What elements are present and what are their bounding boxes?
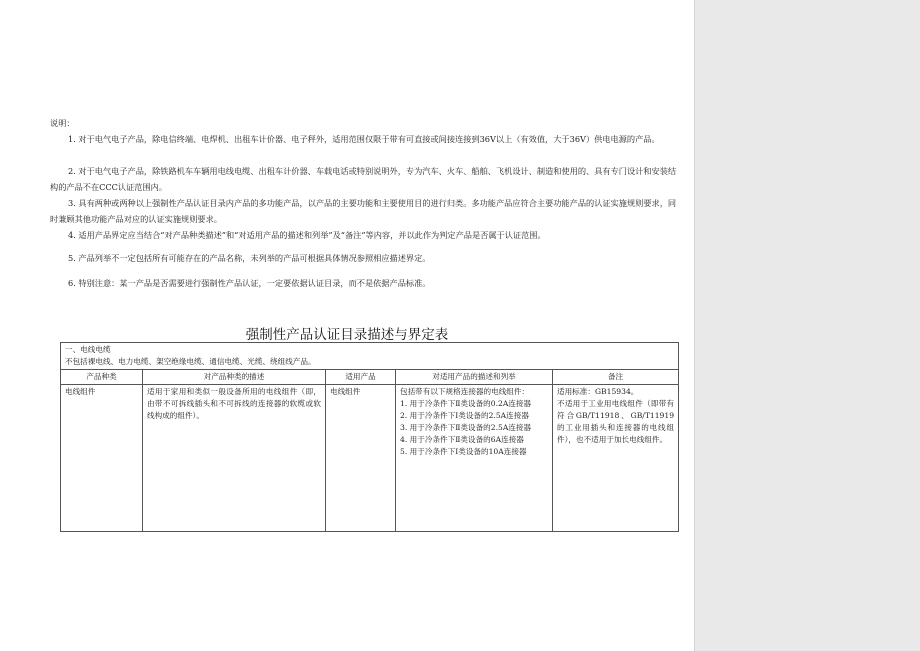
product-type-cell: 电线组件 bbox=[61, 385, 143, 532]
remarks-cell bbox=[553, 385, 679, 532]
category-row bbox=[61, 343, 679, 370]
definition-table bbox=[60, 342, 679, 532]
note-1: 1. 对于电气电子产品，除电信终端、电焊机、出租车计价器、电子秤外，适用范围仅限于带有可直接或间接连接到36V以上（有效值，大于36V）供电电源的产品。 bbox=[68, 134, 660, 144]
list-intro: 包括带有以下规格连接器的电线组件： bbox=[400, 387, 530, 396]
remark-exclusion: 不适用于工业用电线组件（即带有符合GB/T11918、GB/T11919的工业用插头和连接器的电线组件），也不适用于加长电线组件。 bbox=[557, 399, 675, 444]
applicable-product-cell: 电线组件 bbox=[326, 385, 396, 532]
note-2: 2. 对于电气电子产品，除铁路机车车辆用电线电缆、出租车计价器、车载电话或特别说明外，专为汽车、火车、船舶、飞机设计、制造和使用的、具有专门设计和安装结构的产品不在CCC认证范围内。 bbox=[50, 166, 677, 192]
list-item: 5. 用于冷条件下Ⅰ类设备的10A连接器 bbox=[400, 447, 527, 456]
list-item: 2. 用于冷条件下Ⅰ类设备的2.5A连接器 bbox=[400, 411, 529, 420]
product-type-description-cell: 适用于家用和类似一般设备所用的电线组件（即，由带不可拆线插头和不可拆线的连接器的软缆或软线构成的组件）。 bbox=[143, 385, 326, 532]
column-header: 适用产品 bbox=[326, 370, 396, 385]
note-5: 5. 产品列举不一定包括所有可能存在的产品名称，未列举的产品可根据具体情况参照相应描述界定。 bbox=[68, 253, 431, 263]
list-item: 3. 用于冷条件下Ⅱ类设备的2.5A连接器 bbox=[400, 423, 532, 432]
table-title: 强制性产品认证目录描述与界定表 bbox=[245, 327, 449, 343]
note-4: 4. 适用产品界定应当结合“对产品种类描述”和“对适用产品的描述和列举”及“备注”等内容，并以此作为判定产品是否属于认证范围。 bbox=[68, 230, 546, 240]
category-name: 一、电线电缆 bbox=[65, 345, 111, 354]
column-header: 对适用产品的描述和列举 bbox=[396, 370, 553, 385]
category-note: 不包括裸电线、电力电缆、架空绝缘电缆、通信电缆、光缆、绕组线产品。 bbox=[65, 357, 316, 366]
table-row bbox=[61, 385, 679, 532]
column-header: 产品种类 bbox=[61, 370, 143, 385]
column-header: 对产品种类的描述 bbox=[143, 370, 326, 385]
header-row bbox=[61, 370, 679, 385]
remark-standard: 适用标准：GB15934。 bbox=[557, 387, 639, 396]
list-item: 4. 用于冷条件下Ⅱ类设备的6A连接器 bbox=[400, 435, 524, 444]
category-cell bbox=[61, 343, 679, 370]
column-header: 备注 bbox=[553, 370, 679, 385]
notes-heading: 说明： bbox=[50, 118, 75, 128]
note-6: 6. 特别注意：某一产品是否需要进行强制性产品认证，一定要依据认证目录，而不是依据产品标准。 bbox=[68, 278, 431, 288]
comment-margin-panel bbox=[694, 0, 920, 651]
note-3: 3. 具有两种或两种以上强制性产品认证目录内产品的多功能产品，以产品的主要功能和主要使用目的进行归类。多功能产品应符合主要功能产品的认证实施规则要求，同时兼顾其他功能产品对应的认证实施规则要求。 bbox=[50, 198, 677, 224]
applicable-product-list-cell bbox=[396, 385, 553, 532]
list-item: 1. 用于冷条件下Ⅱ类设备的0.2A连接器 bbox=[400, 399, 532, 408]
